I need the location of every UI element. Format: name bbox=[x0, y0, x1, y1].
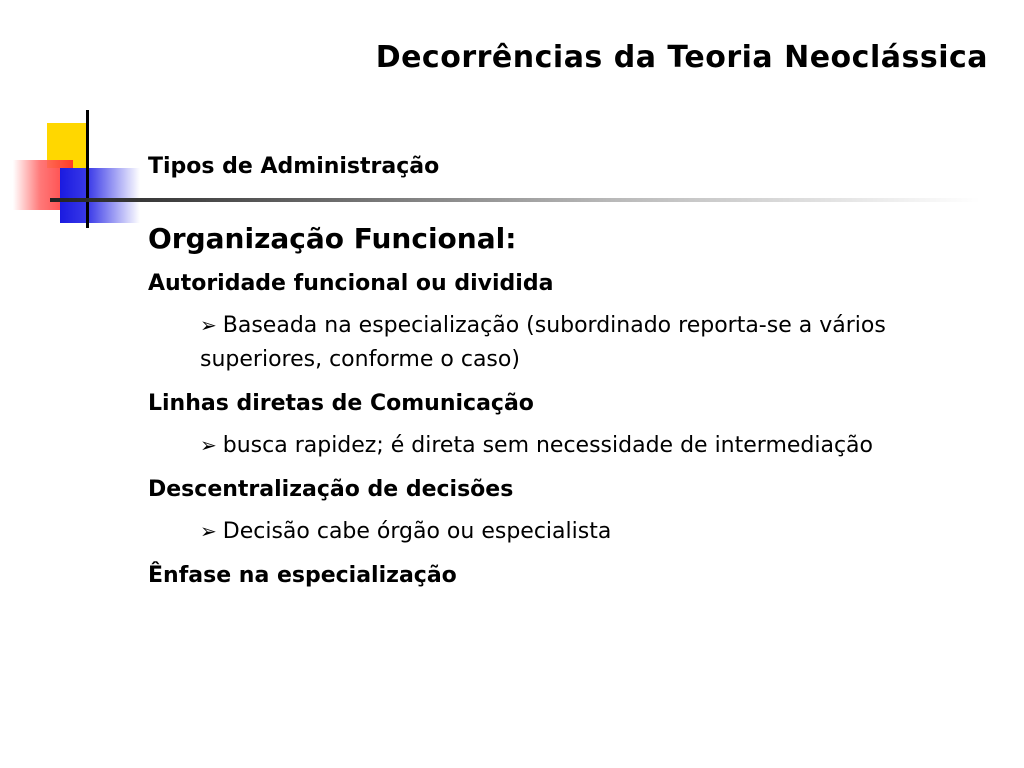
decorative-logo bbox=[0, 100, 150, 240]
slide-subtitle: Tipos de Administração bbox=[148, 154, 440, 179]
sub-bullet-text: Decisão cabe órgão ou especialista bbox=[222, 519, 612, 544]
logo-vertical-line bbox=[86, 110, 89, 228]
content-heading: Organização Funcional: bbox=[148, 222, 517, 255]
header-divider-line bbox=[50, 198, 980, 202]
sub-bullet-text: busca rapidez; é direta sem necessidade de intermediação bbox=[222, 433, 874, 458]
arrow-bullet-icon: ➢ bbox=[200, 433, 217, 457]
arrow-bullet-icon: ➢ bbox=[200, 519, 217, 543]
slide-title: Decorrências da Teoria Neoclássica bbox=[375, 40, 988, 75]
sub-bullet-text: Baseada na especialização (subordinado reporta-se a vários superiores, conforme o caso) bbox=[200, 313, 886, 372]
item-label-decentralization: Descentralização de decisões bbox=[148, 477, 514, 502]
sub-bullet-decentralization bbox=[200, 514, 920, 549]
sub-bullet-authority bbox=[200, 308, 920, 377]
item-label-communication: Linhas diretas de Comunicação bbox=[148, 391, 534, 416]
logo-blue-square bbox=[60, 168, 140, 223]
slide-content bbox=[148, 222, 988, 606]
arrow-bullet-icon: ➢ bbox=[200, 313, 217, 337]
sub-bullet-communication bbox=[200, 428, 920, 463]
item-label-authority: Autoridade funcional ou dividida bbox=[148, 271, 554, 296]
item-label-specialization: Ênfase na especialização bbox=[148, 563, 457, 588]
